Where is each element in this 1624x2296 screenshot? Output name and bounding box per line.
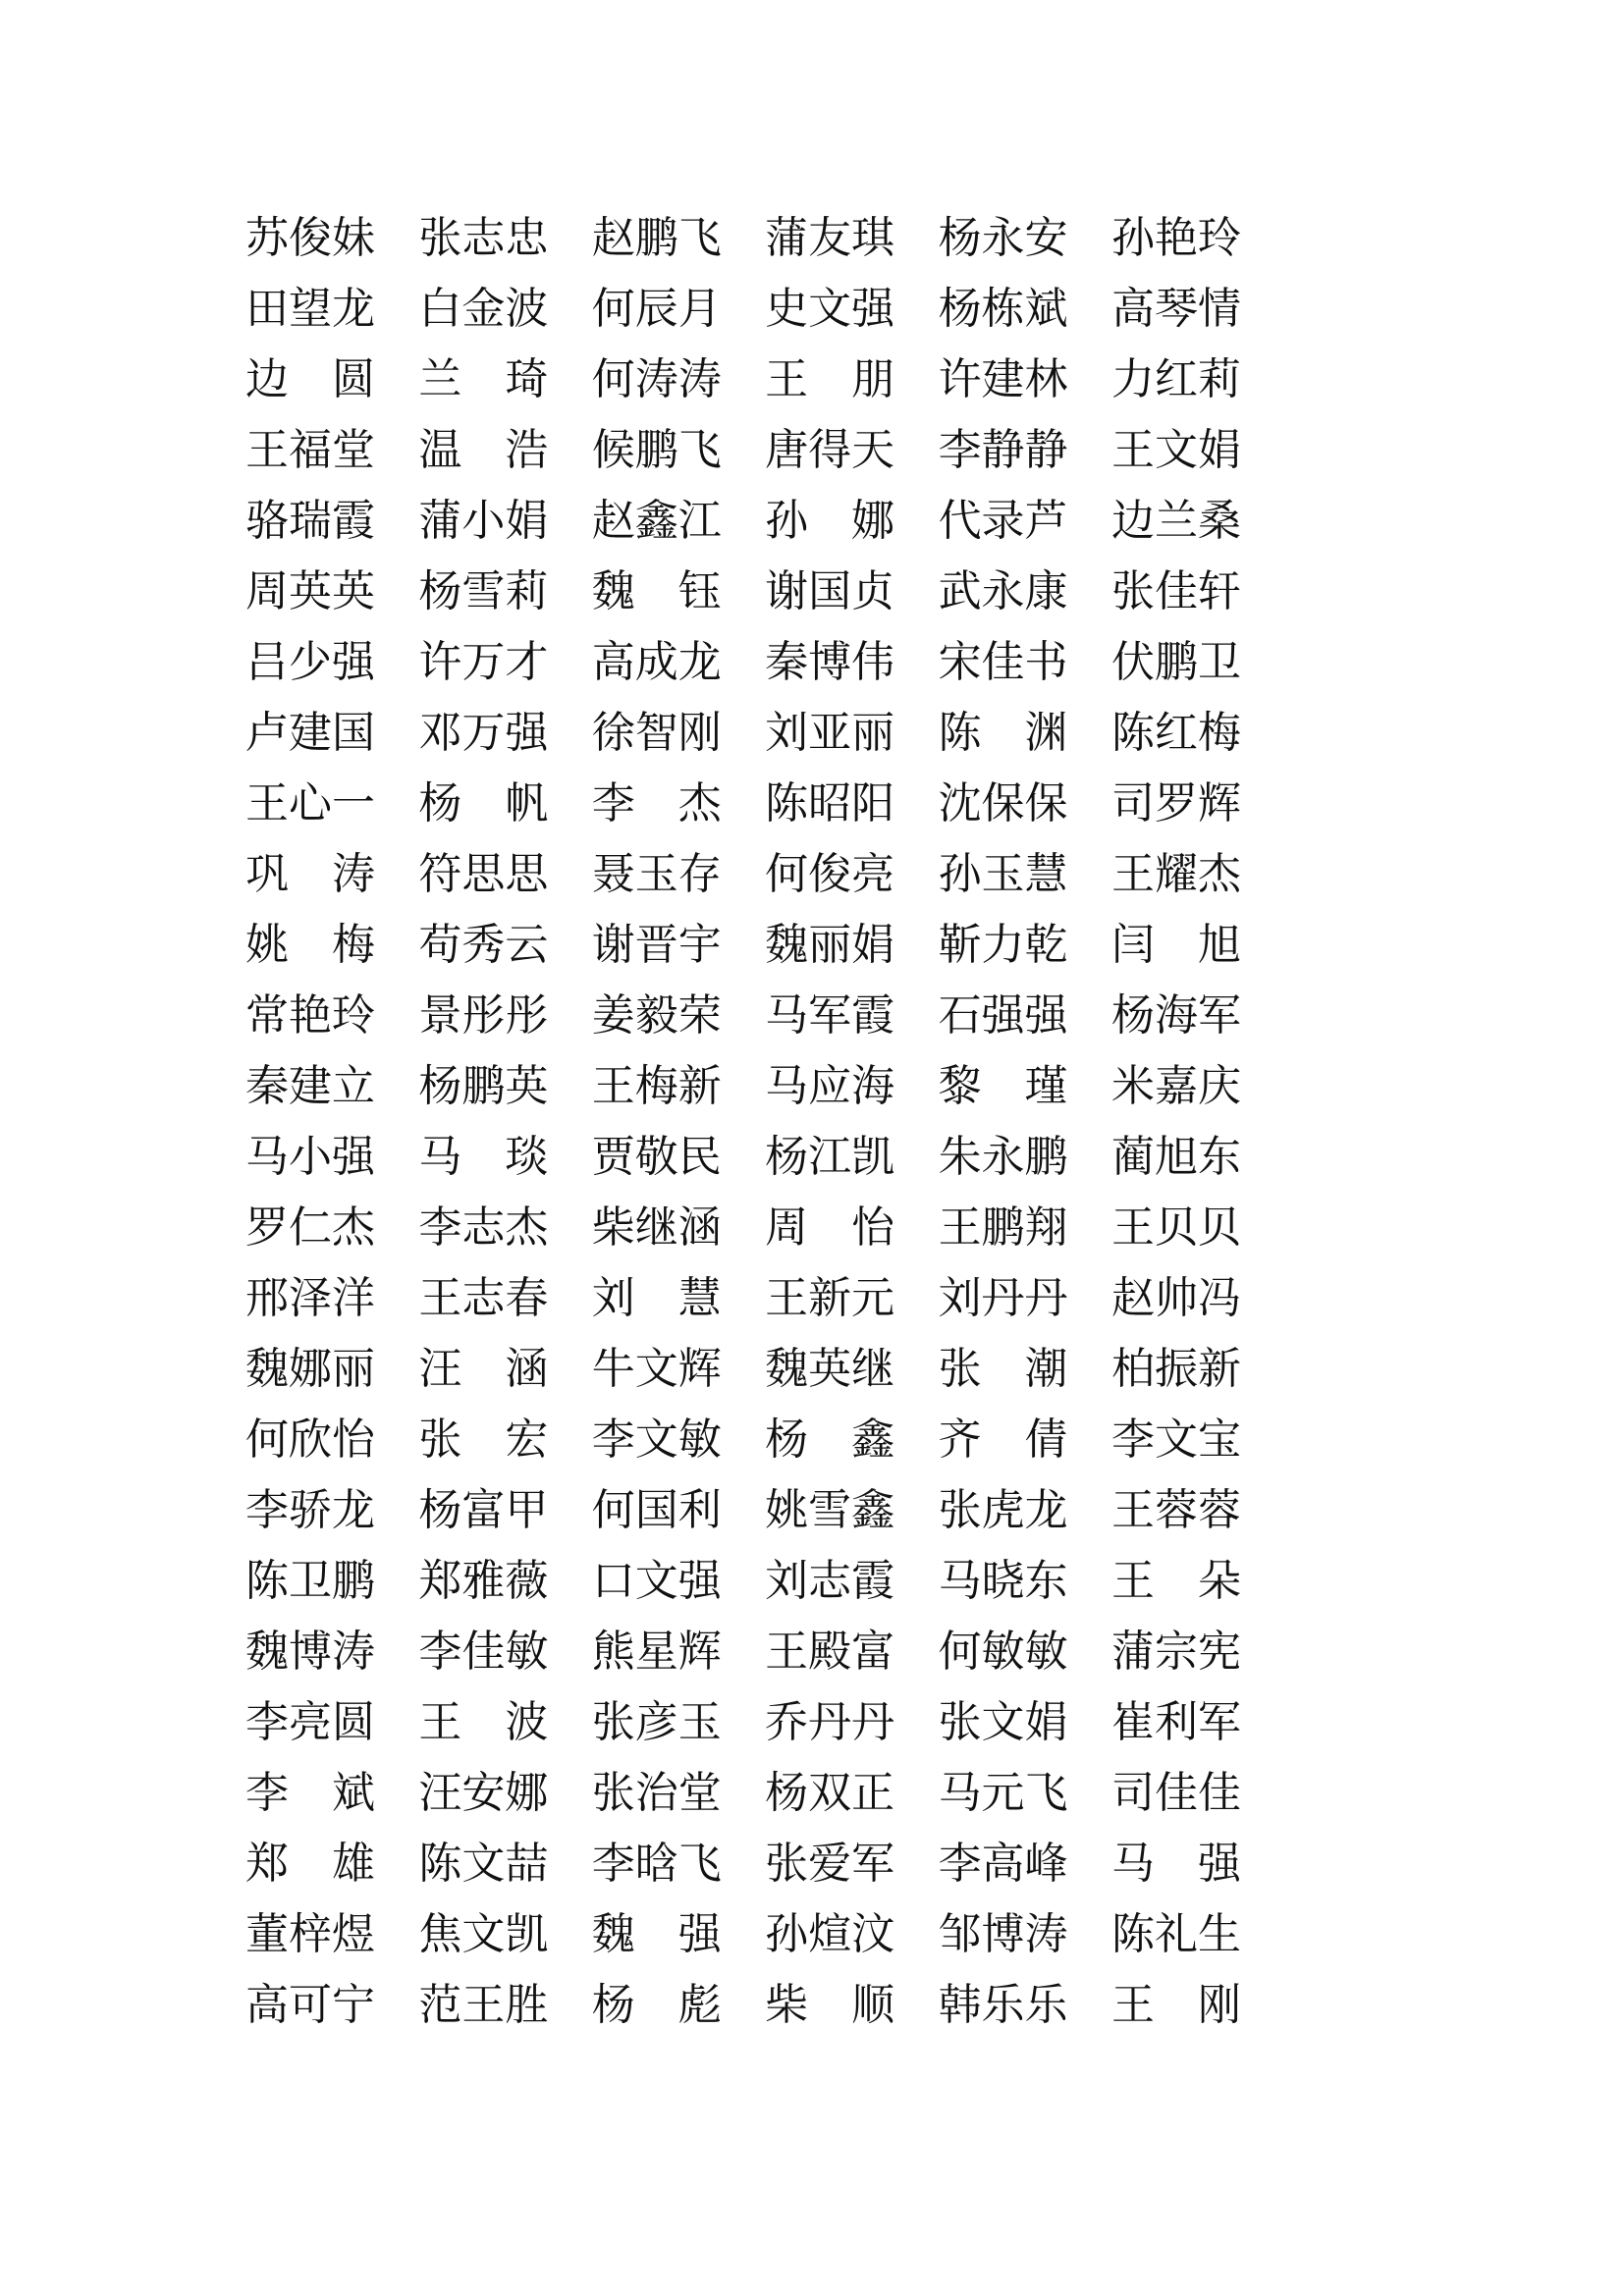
name-cell: 黎 瑾 xyxy=(938,1062,1068,1110)
name-row xyxy=(245,1334,1241,1405)
name-cell: 齐 倩 xyxy=(938,1415,1068,1464)
name-cell: 韩乐乐 xyxy=(938,1981,1068,2029)
name-cell: 兰 琦 xyxy=(418,355,549,403)
name-cell: 周 怡 xyxy=(765,1203,895,1252)
name-cell: 李静静 xyxy=(938,426,1068,474)
name-cell: 孙 娜 xyxy=(765,497,895,545)
name-cell: 姚雪鑫 xyxy=(765,1486,895,1534)
name-cell: 邓万强 xyxy=(418,709,549,757)
name-cell: 陈 渊 xyxy=(938,709,1068,757)
name-cell: 马 强 xyxy=(1110,1840,1241,1888)
name-cell: 马军霞 xyxy=(765,991,895,1040)
name-cell: 魏 强 xyxy=(591,1910,722,1958)
name-cell: 董梓煜 xyxy=(245,1910,375,1958)
name-cell: 魏英继 xyxy=(765,1345,895,1393)
name-cell: 赵鑫江 xyxy=(591,497,722,545)
name-row xyxy=(245,274,1241,345)
name-cell: 李亮圆 xyxy=(245,1698,375,1746)
name-cell: 杨 帆 xyxy=(418,779,549,828)
name-cell: 马应海 xyxy=(765,1062,895,1110)
name-cell: 马晓东 xyxy=(938,1557,1068,1605)
name-cell: 崔利军 xyxy=(1110,1698,1241,1746)
name-cell: 王 波 xyxy=(418,1698,549,1746)
name-cell: 李志杰 xyxy=(418,1203,549,1252)
name-cell: 杨永安 xyxy=(938,214,1068,262)
name-cell: 赵帅冯 xyxy=(1110,1274,1241,1322)
name-cell: 焦文凯 xyxy=(418,1910,549,1958)
name-cell: 吕少强 xyxy=(245,638,375,686)
name-cell: 司佳佳 xyxy=(1110,1769,1241,1817)
name-cell: 苟秀云 xyxy=(418,921,549,969)
name-cell: 王 刚 xyxy=(1110,1981,1241,2029)
name-cell: 张治堂 xyxy=(591,1769,722,1817)
name-cell: 杨海军 xyxy=(1110,991,1241,1040)
name-cell: 谢国贞 xyxy=(765,567,895,615)
name-cell: 常艳玲 xyxy=(245,991,375,1040)
name-cell: 赵鹏飞 xyxy=(591,214,722,262)
name-cell: 卢建国 xyxy=(245,709,375,757)
name-cell: 王新元 xyxy=(765,1274,895,1322)
name-cell: 闫 旭 xyxy=(1110,921,1241,969)
name-row xyxy=(245,1405,1241,1475)
name-cell: 熊星辉 xyxy=(591,1628,722,1676)
name-cell: 边 圆 xyxy=(245,355,375,403)
name-cell: 朱永鹏 xyxy=(938,1133,1068,1181)
name-cell: 宋佳书 xyxy=(938,638,1068,686)
name-cell: 杨鹏英 xyxy=(418,1062,549,1110)
name-cell: 史文强 xyxy=(765,285,895,333)
name-cell: 王蓉蓉 xyxy=(1110,1486,1241,1534)
name-cell: 白金波 xyxy=(418,285,549,333)
name-cell: 靳力乾 xyxy=(938,921,1068,969)
name-cell: 马小强 xyxy=(245,1133,375,1181)
name-cell: 孙玉慧 xyxy=(938,850,1068,898)
name-cell: 张文娟 xyxy=(938,1698,1068,1746)
name-cell: 巩 涛 xyxy=(245,850,375,898)
name-cell: 蔺旭东 xyxy=(1110,1133,1241,1181)
name-cell: 王志春 xyxy=(418,1274,549,1322)
name-cell: 候鹏飞 xyxy=(591,426,722,474)
name-cell: 聂玉存 xyxy=(591,850,722,898)
name-cell: 刘丹丹 xyxy=(938,1274,1068,1322)
name-cell: 李文宝 xyxy=(1110,1415,1241,1464)
name-cell: 李晗飞 xyxy=(591,1840,722,1888)
name-cell: 牛文辉 xyxy=(591,1345,722,1393)
name-cell: 田望龙 xyxy=(245,285,375,333)
name-row xyxy=(245,1758,1241,1829)
name-cell: 魏博涛 xyxy=(245,1628,375,1676)
name-cell: 张虎龙 xyxy=(938,1486,1068,1534)
name-cell: 何欣怡 xyxy=(245,1415,375,1464)
name-cell: 温 浩 xyxy=(418,426,549,474)
name-cell: 魏娜丽 xyxy=(245,1345,375,1393)
name-cell: 柴继涵 xyxy=(591,1203,722,1252)
name-cell: 罗仁杰 xyxy=(245,1203,375,1252)
name-cell: 汪 涵 xyxy=(418,1345,549,1393)
name-cell: 李文敏 xyxy=(591,1415,722,1464)
name-cell: 陈卫鹏 xyxy=(245,1557,375,1605)
name-cell: 汪安娜 xyxy=(418,1769,549,1817)
name-cell: 王鹏翔 xyxy=(938,1203,1068,1252)
name-row xyxy=(245,627,1241,698)
name-cell: 高琴情 xyxy=(1110,285,1241,333)
name-cell: 张志忠 xyxy=(418,214,549,262)
name-cell: 陈文喆 xyxy=(418,1840,549,1888)
name-row xyxy=(245,1193,1241,1263)
name-row xyxy=(245,769,1241,839)
name-cell: 何国利 xyxy=(591,1486,722,1534)
name-cell: 唐得天 xyxy=(765,426,895,474)
name-cell: 王耀杰 xyxy=(1110,850,1241,898)
name-cell: 张 潮 xyxy=(938,1345,1068,1393)
name-row xyxy=(245,1122,1241,1193)
name-row xyxy=(245,1899,1241,1970)
name-row xyxy=(245,698,1241,769)
name-cell: 刘志霞 xyxy=(765,1557,895,1605)
name-row xyxy=(245,345,1241,415)
name-cell: 贾敬民 xyxy=(591,1133,722,1181)
name-cell: 王文娟 xyxy=(1110,426,1241,474)
name-row xyxy=(245,1617,1241,1687)
name-cell: 沈保保 xyxy=(938,779,1068,828)
name-cell: 秦建立 xyxy=(245,1062,375,1110)
name-row xyxy=(245,557,1241,627)
name-cell: 马 琰 xyxy=(418,1133,549,1181)
name-cell: 孙艳玲 xyxy=(1110,214,1241,262)
name-cell: 李佳敏 xyxy=(418,1628,549,1676)
name-cell: 王贝贝 xyxy=(1110,1203,1241,1252)
name-cell: 骆瑞霞 xyxy=(245,497,375,545)
name-cell: 伏鹏卫 xyxy=(1110,638,1241,686)
name-cell: 王 朵 xyxy=(1110,1557,1241,1605)
name-cell: 力红莉 xyxy=(1110,355,1241,403)
name-cell: 张爱军 xyxy=(765,1840,895,1888)
name-row xyxy=(245,1546,1241,1617)
name-cell: 何俊亮 xyxy=(765,850,895,898)
name-row xyxy=(245,415,1241,486)
name-row xyxy=(245,1263,1241,1334)
name-cell: 李 杰 xyxy=(591,779,722,828)
name-row xyxy=(245,910,1241,981)
name-cell: 柏振新 xyxy=(1110,1345,1241,1393)
name-cell: 魏 钰 xyxy=(591,567,722,615)
name-cell: 马元飞 xyxy=(938,1769,1068,1817)
name-cell: 司罗辉 xyxy=(1110,779,1241,828)
name-cell: 刘亚丽 xyxy=(765,709,895,757)
name-cell: 张佳轩 xyxy=(1110,567,1241,615)
name-cell: 王福堂 xyxy=(245,426,375,474)
name-cell: 许万才 xyxy=(418,638,549,686)
name-cell: 郑 雄 xyxy=(245,1840,375,1888)
name-cell: 口文强 xyxy=(591,1557,722,1605)
name-cell: 杨 彪 xyxy=(591,1981,722,2029)
name-cell: 何敏敏 xyxy=(938,1628,1068,1676)
name-cell: 王梅新 xyxy=(591,1062,722,1110)
name-cell: 王殿富 xyxy=(765,1628,895,1676)
name-cell: 李骄龙 xyxy=(245,1486,375,1534)
name-cell: 杨江凯 xyxy=(765,1133,895,1181)
name-cell: 代录芦 xyxy=(938,497,1068,545)
name-cell: 何辰月 xyxy=(591,285,722,333)
name-cell: 张彦玉 xyxy=(591,1698,722,1746)
name-cell: 徐智刚 xyxy=(591,709,722,757)
name-cell: 杨雪莉 xyxy=(418,567,549,615)
name-cell: 邢泽洋 xyxy=(245,1274,375,1322)
name-cell: 范王胜 xyxy=(418,1981,549,2029)
names-grid xyxy=(245,203,1241,2041)
name-row xyxy=(245,1475,1241,1546)
name-cell: 武永康 xyxy=(938,567,1068,615)
name-cell: 杨 鑫 xyxy=(765,1415,895,1464)
name-cell: 蒲宗宪 xyxy=(1110,1628,1241,1676)
name-cell: 苏俊妹 xyxy=(245,214,375,262)
name-cell: 王心一 xyxy=(245,779,375,828)
name-cell: 邹博涛 xyxy=(938,1910,1068,1958)
name-cell: 柴 顺 xyxy=(765,1981,895,2029)
name-cell: 郑雅薇 xyxy=(418,1557,549,1605)
name-row xyxy=(245,839,1241,910)
name-cell: 孙煊汶 xyxy=(765,1910,895,1958)
name-cell: 景彤彤 xyxy=(418,991,549,1040)
name-cell: 李高峰 xyxy=(938,1840,1068,1888)
name-cell: 陈昭阳 xyxy=(765,779,895,828)
name-row xyxy=(245,486,1241,557)
name-cell: 姜毅荣 xyxy=(591,991,722,1040)
name-cell: 谢晋宇 xyxy=(591,921,722,969)
name-cell: 姚 梅 xyxy=(245,921,375,969)
name-cell: 何涛涛 xyxy=(591,355,722,403)
name-cell: 边兰桑 xyxy=(1110,497,1241,545)
name-cell: 符思思 xyxy=(418,850,549,898)
name-cell: 刘 慧 xyxy=(591,1274,722,1322)
name-cell: 许建林 xyxy=(938,355,1068,403)
name-cell: 王 朋 xyxy=(765,355,895,403)
name-cell: 石强强 xyxy=(938,991,1068,1040)
name-cell: 陈红梅 xyxy=(1110,709,1241,757)
name-cell: 李 斌 xyxy=(245,1769,375,1817)
name-row xyxy=(245,1687,1241,1758)
name-cell: 蒲友琪 xyxy=(765,214,895,262)
name-row xyxy=(245,1829,1241,1899)
name-cell: 魏丽娟 xyxy=(765,921,895,969)
name-row xyxy=(245,203,1241,274)
name-cell: 杨栋斌 xyxy=(938,285,1068,333)
name-cell: 蒲小娟 xyxy=(418,497,549,545)
name-row xyxy=(245,1970,1241,2041)
name-cell: 米嘉庆 xyxy=(1110,1062,1241,1110)
name-cell: 高成龙 xyxy=(591,638,722,686)
name-row xyxy=(245,1051,1241,1122)
name-cell: 高可宁 xyxy=(245,1981,375,2029)
name-cell: 秦博伟 xyxy=(765,638,895,686)
name-cell: 陈礼生 xyxy=(1110,1910,1241,1958)
name-cell: 杨双正 xyxy=(765,1769,895,1817)
name-cell: 杨富甲 xyxy=(418,1486,549,1534)
name-cell: 乔丹丹 xyxy=(765,1698,895,1746)
name-cell: 张 宏 xyxy=(418,1415,549,1464)
name-row xyxy=(245,981,1241,1051)
name-cell: 周英英 xyxy=(245,567,375,615)
